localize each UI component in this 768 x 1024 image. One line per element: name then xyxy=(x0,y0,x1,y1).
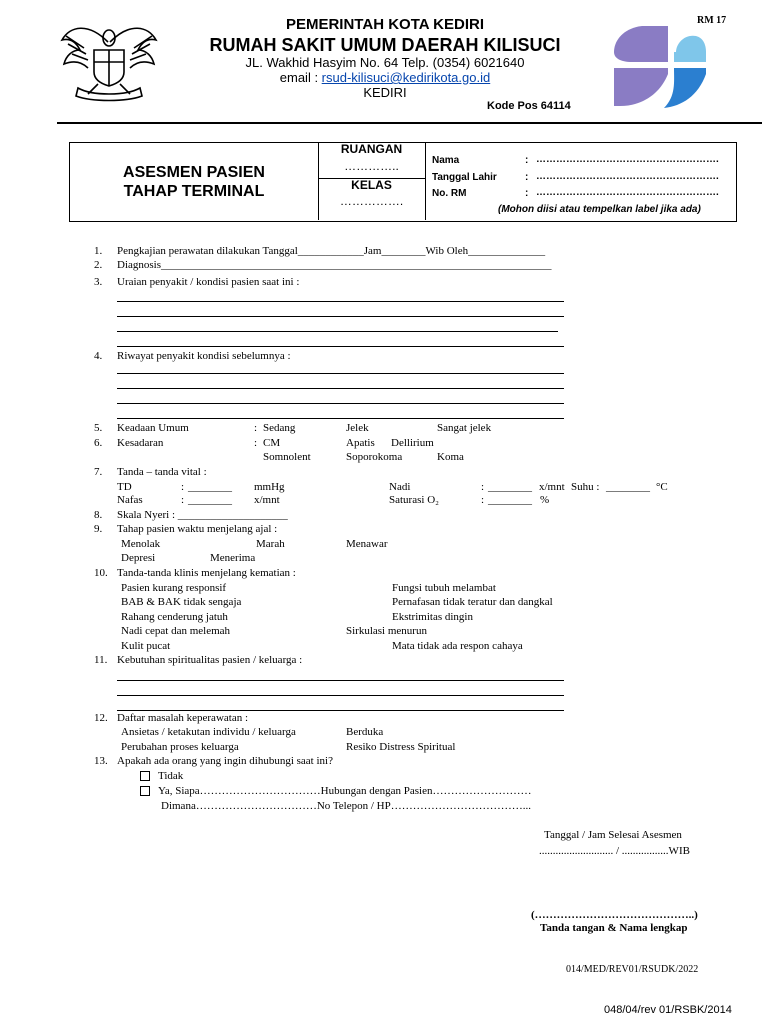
finish-field[interactable]: ........................... / .................WIB xyxy=(539,845,690,857)
item-4-line[interactable] xyxy=(117,373,564,374)
option-cm[interactable]: CM xyxy=(263,437,281,449)
item-number-10: 10. xyxy=(94,567,108,579)
item-3-line[interactable] xyxy=(117,346,564,347)
item-7-text: Tanda – tanda vital : xyxy=(117,466,207,478)
item-number-11: 11. xyxy=(94,654,108,666)
item-5-text: Keadaan Umum xyxy=(117,422,189,434)
option-bab-bak[interactable]: BAB & BAK tidak sengaja xyxy=(121,596,242,608)
nafas-label: Nafas xyxy=(117,494,143,506)
nadi-label: Nadi xyxy=(389,481,411,493)
item-11-text: Kebutuhan spiritualitas pasien / keluarga : xyxy=(117,654,303,666)
nadi-unit: x/mnt xyxy=(539,481,565,493)
option-sedang[interactable]: Sedang xyxy=(263,422,296,434)
item-3-line[interactable] xyxy=(117,331,558,332)
gov-name: PEMERINTAH KOTA KEDIRI xyxy=(285,16,485,33)
suhu-label: Suhu : xyxy=(571,481,600,493)
rev-code: 048/04/rev 01/RSBK/2014 xyxy=(604,1004,732,1016)
nafas-unit: x/mnt xyxy=(254,494,280,506)
nafas-colon: : xyxy=(181,494,185,506)
email-label: email : xyxy=(279,70,322,85)
rm-code: RM 17 xyxy=(697,15,727,26)
header-divider xyxy=(57,122,762,124)
item-4-line[interactable] xyxy=(117,388,564,389)
option-menawar[interactable]: Menawar xyxy=(346,538,388,550)
option-ekstrimitas[interactable]: Ekstrimitas dingin xyxy=(392,611,473,623)
option-somnolent[interactable]: Somnolent xyxy=(263,451,311,463)
item-8-text[interactable]: Skala Nyeri : ____________________ xyxy=(117,509,288,521)
option-sirkulasi[interactable]: Sirkulasi menurun xyxy=(346,625,427,637)
item-number-4: 4. xyxy=(94,350,103,362)
nadi-input[interactable]: ________ xyxy=(488,481,532,493)
option-depresi[interactable]: Depresi xyxy=(121,552,156,564)
form-title xyxy=(70,163,318,201)
suhu-unit: °C xyxy=(656,481,668,493)
city: KEDIRI xyxy=(363,85,407,100)
item-2-text[interactable]: Diagnosis_______________________________________________________________________ xyxy=(117,259,552,271)
signature-field[interactable]: (……………………………………..) xyxy=(531,909,698,921)
checkbox-ya[interactable] xyxy=(140,786,150,796)
item-5-colon: : xyxy=(254,422,258,434)
kelas-label: KELAS xyxy=(351,178,392,192)
item-11-line[interactable] xyxy=(117,695,564,696)
saturasi-colon: : xyxy=(481,494,485,506)
option-marah[interactable]: Marah xyxy=(256,538,285,550)
item-11-line[interactable] xyxy=(117,680,564,681)
kelas-field[interactable]: ……………. xyxy=(339,194,404,208)
finish-label: Tanggal / Jam Selesai Asesmen xyxy=(544,829,682,841)
hospital-address: JL. Wakhid Hasyim No. 64 Telp. (0354) 6021640 xyxy=(245,55,525,70)
option-berduka[interactable]: Berduka xyxy=(346,726,384,738)
nama-field[interactable]: ………………………………………………. xyxy=(536,154,719,165)
nama-colon: : xyxy=(525,155,529,166)
option-nadi-cepat[interactable]: Nadi cepat dan melemah xyxy=(121,625,231,637)
option-soporokoma[interactable]: Soporokoma xyxy=(346,451,403,463)
saturasi-label: Saturasi O₂ xyxy=(389,494,439,506)
suhu-input[interactable]: ________ xyxy=(606,481,650,493)
item-4-line[interactable] xyxy=(117,403,564,404)
option-ansietas[interactable]: Ansietas / ketakutan individu / keluarga xyxy=(121,726,296,738)
item-number-2: 2. xyxy=(94,259,103,271)
option-ya-row[interactable] xyxy=(140,785,531,798)
item-9-text: Tahap pasien waktu menjelang ajal : xyxy=(117,523,278,535)
option-jelek[interactable]: Jelek xyxy=(346,422,369,434)
signature-label: Tanda tangan & Nama lengkap xyxy=(540,922,688,934)
td-input[interactable]: ________ xyxy=(188,481,232,493)
ruangan-label: RUANGAN xyxy=(340,142,403,156)
rm-colon: : xyxy=(525,188,529,199)
hospital-logo-icon xyxy=(610,24,706,108)
td-unit: mmHg xyxy=(254,481,285,493)
tgl-field[interactable]: ………………………………………………. xyxy=(536,171,719,182)
option-menerima[interactable]: Menerima xyxy=(210,552,256,564)
hospital-name: RUMAH SAKIT UMUM DAERAH KILISUCI xyxy=(209,35,561,55)
rm-field[interactable]: ………………………………………………. xyxy=(536,187,719,198)
item-3-text: Uraian penyakit / kondisi pasien saat ini : xyxy=(117,276,300,288)
saturasi-input[interactable]: ________ xyxy=(488,494,532,506)
dimana-row[interactable]: Dimana……………………………No Telepon / HP………………………………... xyxy=(161,800,531,812)
doc-code: 014/MED/REV01/RSUDK/2022 xyxy=(566,964,699,975)
tgl-colon: : xyxy=(525,172,529,183)
form-title-line2: TAHAP TERMINAL xyxy=(123,183,265,200)
option-perubahan-proses[interactable]: Perubahan proses keluarga xyxy=(121,741,239,753)
item-3-line[interactable] xyxy=(117,316,564,317)
option-mata[interactable]: Mata tidak ada respon cahaya xyxy=(392,640,523,652)
item-1-text[interactable]: Pengkajian perawatan dilakukan Tanggal____________Jam________Wib Oleh______________ xyxy=(117,245,546,257)
nadi-colon: : xyxy=(481,481,485,493)
checkbox-tidak[interactable] xyxy=(140,771,150,781)
item-12-text: Daftar masalah keperawatan : xyxy=(117,712,249,724)
item-3-line[interactable] xyxy=(117,301,564,302)
email-link[interactable]: rsud-kilisuci@kedirikota.go.id xyxy=(321,70,491,85)
td-label: TD xyxy=(117,481,132,493)
saturasi-unit: % xyxy=(540,494,550,506)
form-title-line1: ASESMEN PASIEN xyxy=(123,164,265,181)
option-pernafasan[interactable]: Pernafasan tidak teratur dan dangkal xyxy=(392,596,553,608)
item-number-8: 8. xyxy=(94,509,103,521)
label-note: (Mohon diisi atau tempelkan label jika ada) xyxy=(498,204,701,215)
title-box-divider-2 xyxy=(425,142,426,220)
item-number-9: 9. xyxy=(94,523,103,535)
item-4-text: Riwayat penyakit kondisi sebelumnya : xyxy=(117,350,291,362)
option-resiko-distress[interactable]: Resiko Distress Spiritual xyxy=(346,741,456,753)
nafas-input[interactable]: ________ xyxy=(188,494,232,506)
email-line xyxy=(165,70,605,85)
item-6-text: Kesadaran xyxy=(117,437,164,449)
option-tidak-row[interactable] xyxy=(140,770,183,783)
garuda-emblem-icon xyxy=(58,20,160,104)
option-menolak[interactable]: Menolak xyxy=(121,538,161,550)
option-dellirium[interactable]: Dellirium xyxy=(391,437,434,449)
option-kulit-pucat[interactable]: Kulit pucat xyxy=(121,640,171,652)
item-number-13: 13. xyxy=(94,755,108,767)
item-10-text: Tanda-tanda klinis menjelang kematian : xyxy=(117,567,296,579)
option-rahang[interactable]: Rahang cenderung jatuh xyxy=(121,611,228,623)
nama-label: Nama xyxy=(432,155,460,166)
item-11-line[interactable] xyxy=(117,710,564,711)
item-13-text: Apakah ada orang yang ingin dihubungi saat ini? xyxy=(117,755,333,767)
item-4-line[interactable] xyxy=(117,418,564,419)
option-fungsi-tubuh-melambat[interactable]: Fungsi tubuh melambat xyxy=(392,582,496,594)
option-koma[interactable]: Koma xyxy=(437,451,464,463)
item-number-5: 5. xyxy=(94,422,103,434)
option-pasien-kurang-responsif[interactable]: Pasien kurang responsif xyxy=(121,582,227,594)
postal-code: Kode Pos 64114 xyxy=(487,100,571,112)
item-6-colon: : xyxy=(254,437,258,449)
option-sangat-jelek[interactable]: Sangat jelek xyxy=(437,422,492,434)
option-apatis[interactable]: Apatis xyxy=(346,437,375,449)
item-number-12: 12. xyxy=(94,712,108,724)
item-number-1: 1. xyxy=(94,245,103,257)
option-tidak: Tidak xyxy=(158,770,184,782)
item-number-6: 6. xyxy=(94,437,103,449)
rm-label: No. RM xyxy=(432,188,467,199)
item-number-7: 7. xyxy=(94,466,103,478)
td-colon: : xyxy=(181,481,185,493)
item-number-3: 3. xyxy=(94,276,103,288)
option-ya: Ya, Siapa……………………………Hubungan dengan Pasien……………………… xyxy=(158,785,532,797)
ruangan-field[interactable]: ………….. xyxy=(344,159,399,173)
tgl-label: Tanggal Lahir xyxy=(432,172,497,183)
